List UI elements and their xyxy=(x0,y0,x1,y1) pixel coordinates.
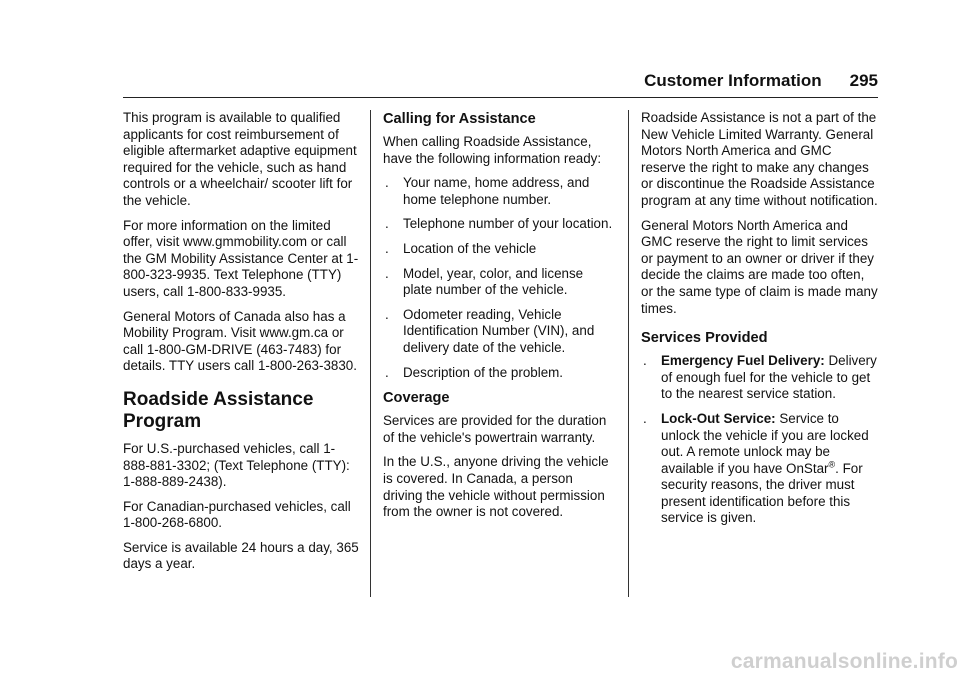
calling-for-assistance-heading: Calling for Assistance xyxy=(383,111,536,127)
service-label: Lock-Out Service: xyxy=(661,410,776,426)
canada-mobility-paragraph: General Motors of Canada also has a Mobility Program. Visit www.gm.ca or call 1-800-GM-DRIVE (463-7483) for details. TTY users call 1-800-263-3830. xyxy=(123,308,357,374)
column-1 xyxy=(123,110,359,581)
page-number: 295 xyxy=(849,71,878,90)
services-list xyxy=(641,353,879,527)
bullet-marker: . xyxy=(385,216,389,232)
us-roadside-paragraph: For U.S.-purchased vehicles, call 1-888-881-3302; (Text Telephone (TTY): 1-888-889-2438). xyxy=(123,440,350,490)
availability-paragraph: Service is available 24 hours a day, 365 days a year. xyxy=(123,539,359,572)
list-item: . Your name, home address, and home telephone number. xyxy=(385,175,590,207)
list-item xyxy=(641,353,879,403)
bullet-marker: . xyxy=(385,265,389,281)
section-title: Customer Information xyxy=(644,71,822,90)
required-info-list xyxy=(383,175,615,381)
list-item: . Description of the problem. xyxy=(385,364,564,380)
bullet-marker: . xyxy=(385,306,389,322)
list-item: . Location of the vehicle xyxy=(385,240,537,256)
services-provided-heading: Services Provided xyxy=(641,330,768,347)
bullet-marker: . xyxy=(643,410,647,426)
bullet-marker: . xyxy=(385,240,389,256)
watermark: carmanualsonline.info xyxy=(730,650,958,673)
canada-roadside-paragraph: For Canadian-purchased vehicles, call 1-800-268-6800. xyxy=(123,498,351,531)
registered-mark: ® xyxy=(828,459,836,470)
column-divider-1 xyxy=(370,110,371,597)
coverage-drivers-paragraph: In the U.S., anyone driving the vehicle is covered. In Canada, a person driving the vehicle without permission from the owner is not covered. xyxy=(383,454,609,520)
list-item: . Model, year, color, and license plate number of the vehicle. xyxy=(385,265,584,298)
mobility-eligibility-paragraph: This program is available to qualified applicants for cost reimbursement of eligible aftermarket adaptive equipment required for the vehicle, such as hand controls or a wheelchair/ scooter lift for the vehicle. xyxy=(123,110,357,208)
limits-paragraph: General Motors North America and GMC reserve the right to limit services or payment to an owner or driver if they decide the claims are made too often, or the same type of claim is made many times. xyxy=(641,217,878,316)
list-item: . Odometer reading, Vehicle Identification Number (VIN), and delivery date of the vehicle. xyxy=(385,306,595,355)
column-3 xyxy=(641,110,879,535)
header-rule xyxy=(123,97,878,98)
mobility-contact-paragraph: For more information on the limited offer, visit www.gmmobility.com or call the GM Mobility Assistance Center at 1-800-323-9935. Text Telephone (TTY) users, call 1-800-833-9935. xyxy=(123,217,359,299)
column-2 xyxy=(383,110,615,529)
coverage-heading: Coverage xyxy=(383,390,450,407)
warranty-note-paragraph: Roadside Assistance is not a part of the New Vehicle Limited Warranty. General Motors North America and GMC reserve the right to make any changes or discontinue the Roadside Assistance program at any time without notification. xyxy=(641,110,878,208)
bullet-marker: . xyxy=(643,353,647,369)
page-header xyxy=(560,70,878,92)
service-description: Delivery of enough fuel for the vehicle to get to the nearest service station. xyxy=(661,353,877,402)
service-description-cont: . For security reasons, the driver must present identification before this service is given. xyxy=(661,460,863,526)
bullet-marker: . xyxy=(385,364,389,380)
coverage-duration-paragraph: Services are provided for the duration of the vehicle's powertrain warranty. xyxy=(383,413,607,445)
list-item: . Telephone number of your location. xyxy=(385,216,613,232)
service-label: Emergency Fuel Delivery: xyxy=(661,353,825,369)
roadside-assistance-heading: Roadside Assistance Program xyxy=(123,388,314,432)
bullet-marker: . xyxy=(385,175,389,191)
column-divider-2 xyxy=(628,110,629,597)
service-description: Service to unlock the vehicle if you are locked out. A remote unlock may be available if you have OnStar xyxy=(661,410,869,476)
list-item xyxy=(641,411,879,527)
calling-intro-paragraph: When calling Roadside Assistance, have the following information ready: xyxy=(383,134,602,166)
